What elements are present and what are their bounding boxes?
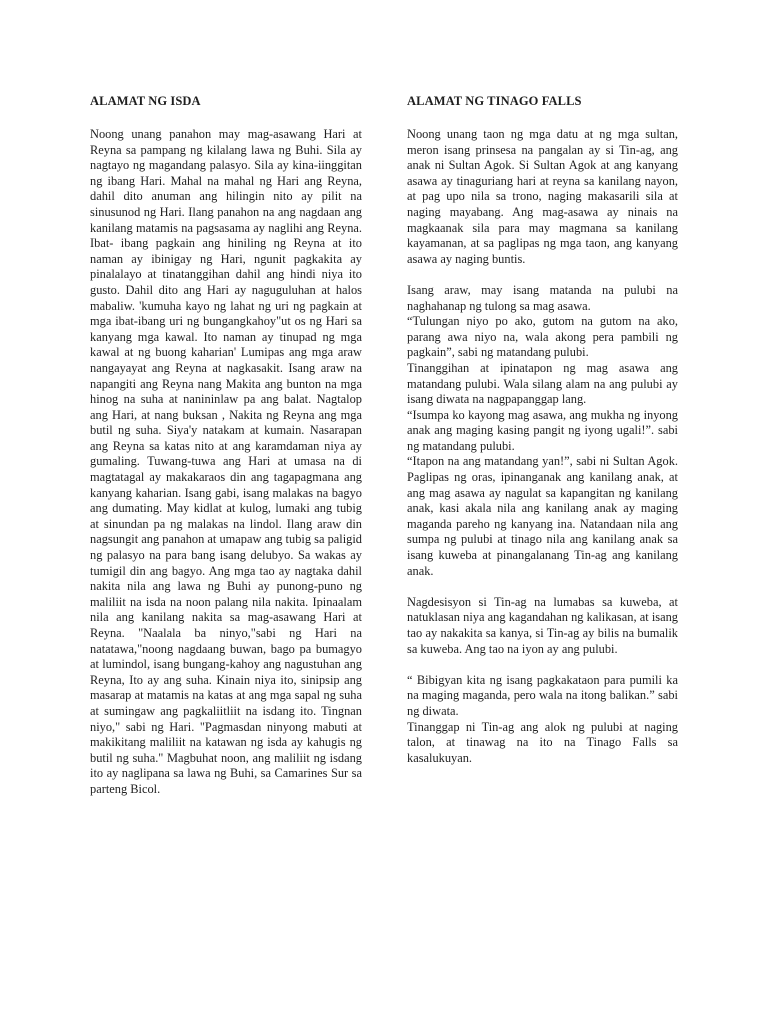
left-column-title: ALAMAT NG ISDA <box>90 94 201 108</box>
right-paragraph: “Tulungan niyo po ako, gutom na gutom na ako, parang awa niyo na, wala akong pera pambili ng pagkain”, sabi ng matandang pulubi. <box>407 314 678 360</box>
right-paragraph: Isang araw, may isang matanda na pulubi na naghahanap ng tulong sa mag asawa. <box>407 282 678 313</box>
right-column-title: ALAMAT NG TINAGO FALLS <box>407 94 582 108</box>
right-paragraph: “Isumpa ko kayong mag asawa, ang mukha ng inyong anak ang maging kasing pangit ng iyong ugali!”. sabi ng matandang pulubi. <box>407 407 678 453</box>
right-paragraph: Tinanggap ni Tin-ag ang alok ng pulubi at naging talon, at tinawag na ito na Tinago Falls sa kasalukuyan. <box>407 719 678 765</box>
right-paragraph: Nagdesisyon si Tin-ag na lumabas sa kuweba, at natuklasan niya ang kagandahan ng kalikasan, at isang tao ay nakakita sa kanya, si Tin-ag ay bilis na bumalik sa kuweba. Ang tao na iyon ay ang pulubi. <box>407 594 678 656</box>
right-paragraph: Tinanggihan at ipinatapon ng mag asawa ang matandang pulubi. Wala silang alam na ang pulubi ay isang diwata na nagpapanggap lang. <box>407 360 678 407</box>
left-paragraph: Noong unang panahon may mag-asawang Hari at Reyna sa pampang ng kilalang lawa ng Buhi. Sila ay nagtayo ng magandang palasyo. Sila ay kina-iinggitan ng ibang Hari. Mahal na mahal ng Hari ang Reyna, dahil dito anuman ang hilingin nito ay pilit na sinusunod ng Hari. Ilang panahon na ang nagdaan ang kanilang matamis na pagsasama ay naglihi ang Reyna. Ibat- ibang pagkain ang hiniling ng Reyna at ito naman ay ibinigay ng Hari, ngunit pagkakita ay pinalalayo at tinatanggihan dahil ang hindi niya ito gusto. Dahil dito ang Hari ay naguguluhan at halos mabaliw. 'kumuha kayo ng lahat ng uri ng pagkain at mga ibat-ibang uri ng bungangkahoy"ut os ng Hari sa kanyang mga kawal. Ito naman ay tinupad ng mga kawal at ng buong kaharian' Lumipas ang mga araw nangayayat ang Reyna at nagkasakit. Isang araw na napangiti ang Reyna nang Makita ang bunton na mga hinog na suha at nanininlaw pa ang balat. Nagtalop ang Hari, at nang buksan , Nakita ng Reyna ang mga butil ng suha. Siya'y natakam at kumain. Nasarapan ang Reyna sa katas nito at ang karamdaman niya ay gumaling. Tuwang-tuwa ang Hari at umasa na di magtatagal ay makakaraos din ang tagapagmana ang kanyang kaharian. Isang gabi, isang malakas na bagyo ang dumating. May kidlat at kulog, lumaki ang tubig at sinundan pa ng malakas na lindol. Ilang araw din nagsungit ang panahon at umapaw ang tubig sa paligid ng palasyo na para bang isang delubyo. Sa wakas ay tumigil din ang bagyo. Ang mga tao ay nagtaka dahil nakita nila ang lawa ng Buhi ay punong-puno ng maliliit na isda na noon palang nila nakita. Ipinaalam nila ang kanilang nakita sa mag-asawang Hari at Reyna. "Naalala ba ninyo,"sabi ng Hari na natatawa,"noong nagdaang buwan, bago pa bumagyo at lumindol, isang bungang-kahoy ang nagustuhan ang Reyna, Ito ay ang suha. Kinain niya ito, sinipsip ang masarap at matamis na katas at ang mga sapal ng suha at sumingaw ang pagkaliitliit na isdang ito. Tingnan niyo," sabi ng Hari. "Pagmasdan ninyong mabuti at makikitang maliliit na katawan ng isda ay kahugis ng butil ng suha." Magbuhat noon, ang maliliit ng isdang ito ay naglipana sa lawa ng Buhi, sa Camarines Sur sa parteng Bicol. <box>90 127 362 796</box>
right-column <box>407 93 678 766</box>
left-column-body <box>90 127 362 798</box>
right-column-body <box>407 127 678 766</box>
right-paragraph: Noong unang taon ng mga datu at ng mga sultan, meron isang prinsesa na pangalan ay si Tin-ag, ang anak ni Sultan Agok. Si Sultan Agok at ang kanyang asawa ay tinaguriang hari at reyna sa kanilang nayon, at pag upo nila sa trono, naging makasarili sila at naging mayabang. Ang mag-asawa ay ninais na magkaanak sila para may magmana sa kanilang kayamanan, at sa paglipas ng mga taon, ang kanyang asawa ay naging buntis. <box>407 127 678 266</box>
right-paragraph: “Itapon na ang matandang yan!”, sabi ni Sultan Agok. Paglipas ng oras, ipinanganak ang kanilang anak, at ang mag asawa ay nagulat sa kapangitan ng kanilang anak, kasi akala nila ang kanilang anak ay maging maganda pareho ng kanyang ina. Natandaan nila ang sumpa ng pulubi at tinago nila ang kanilang anak sa isang kuweba at pinangalanang Tin-ag ang kanilang anak. <box>407 454 678 578</box>
right-paragraph: “ Bibigyan kita ng isang pagkakataon para pumili ka na maging maganda, pero wala na itong balikan.” sabi ng diwata. <box>407 672 678 718</box>
left-column <box>90 93 362 798</box>
